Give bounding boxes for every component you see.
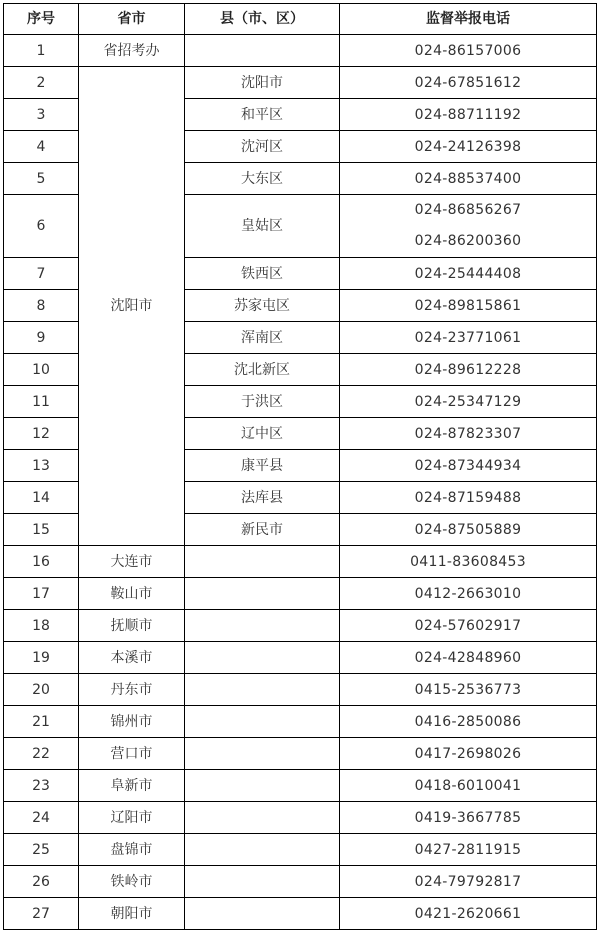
table-row bbox=[4, 706, 597, 738]
phone-cell: 024-57602917 bbox=[340, 610, 597, 642]
serial-cell: 18 bbox=[4, 610, 79, 642]
serial-cell: 11 bbox=[4, 386, 79, 418]
hotline-table bbox=[3, 3, 597, 930]
serial-cell: 17 bbox=[4, 578, 79, 610]
county-cell: 苏家屯区 bbox=[185, 290, 340, 322]
county-cell bbox=[185, 802, 340, 834]
county-cell: 铁西区 bbox=[185, 258, 340, 290]
county-cell: 沈河区 bbox=[185, 131, 340, 163]
county-cell bbox=[185, 898, 340, 930]
phone-cell: 024-24126398 bbox=[340, 131, 597, 163]
table-row bbox=[4, 770, 597, 802]
county-cell bbox=[185, 770, 340, 802]
phone-cell: 0419-3667785 bbox=[340, 802, 597, 834]
phone-cell: 024-88537400 bbox=[340, 163, 597, 195]
table-row bbox=[4, 834, 597, 866]
serial-cell: 8 bbox=[4, 290, 79, 322]
serial-cell: 26 bbox=[4, 866, 79, 898]
phone-cell: 024-86157006 bbox=[340, 35, 597, 67]
phone-cell: 0412-2663010 bbox=[340, 578, 597, 610]
city-cell: 抚顺市 bbox=[79, 610, 185, 642]
phone-cell: 024-25347129 bbox=[340, 386, 597, 418]
phone-cell: 024-25444408 bbox=[340, 258, 597, 290]
serial-cell: 6 bbox=[4, 195, 79, 258]
phone-cell: 024-89815861 bbox=[340, 290, 597, 322]
phone-cell: 024-67851612 bbox=[340, 67, 597, 99]
serial-cell: 5 bbox=[4, 163, 79, 195]
phone-cell: 024-87505889 bbox=[340, 514, 597, 546]
city-cell-shenyang: 沈阳市 bbox=[79, 67, 185, 546]
phone-cell: 024-87823307 bbox=[340, 418, 597, 450]
serial-cell: 22 bbox=[4, 738, 79, 770]
phone-cell: 024-88711192 bbox=[340, 99, 597, 131]
county-cell bbox=[185, 834, 340, 866]
city-cell: 大连市 bbox=[79, 546, 185, 578]
serial-cell: 21 bbox=[4, 706, 79, 738]
serial-cell: 25 bbox=[4, 834, 79, 866]
city-cell: 朝阳市 bbox=[79, 898, 185, 930]
serial-cell: 13 bbox=[4, 450, 79, 482]
county-cell bbox=[185, 642, 340, 674]
phone-line-1: 024-86856267 bbox=[414, 202, 522, 218]
phone-cell: 0416-2850086 bbox=[340, 706, 597, 738]
phone-cell: 024-23771061 bbox=[340, 322, 597, 354]
city-cell: 丹东市 bbox=[79, 674, 185, 706]
serial-cell: 3 bbox=[4, 99, 79, 131]
county-cell bbox=[185, 674, 340, 706]
county-cell bbox=[185, 706, 340, 738]
table-row bbox=[4, 866, 597, 898]
county-cell bbox=[185, 610, 340, 642]
serial-cell: 10 bbox=[4, 354, 79, 386]
table-row bbox=[4, 674, 597, 706]
table-row bbox=[4, 802, 597, 834]
serial-cell: 9 bbox=[4, 322, 79, 354]
county-cell: 于洪区 bbox=[185, 386, 340, 418]
table-row bbox=[4, 738, 597, 770]
city-cell: 铁岭市 bbox=[79, 866, 185, 898]
city-cell: 辽阳市 bbox=[79, 802, 185, 834]
header-county: 县（市、区） bbox=[185, 4, 340, 35]
city-cell: 阜新市 bbox=[79, 770, 185, 802]
phone-cell: 0411-83608453 bbox=[340, 546, 597, 578]
county-cell: 新民市 bbox=[185, 514, 340, 546]
table-row bbox=[4, 642, 597, 674]
serial-cell: 4 bbox=[4, 131, 79, 163]
phone-cell: 0427-2811915 bbox=[340, 834, 597, 866]
phone-cell: 024-87344934 bbox=[340, 450, 597, 482]
city-cell: 盘锦市 bbox=[79, 834, 185, 866]
county-cell bbox=[185, 866, 340, 898]
table-row bbox=[4, 67, 597, 99]
table-row bbox=[4, 35, 597, 67]
serial-cell: 27 bbox=[4, 898, 79, 930]
county-cell: 和平区 bbox=[185, 99, 340, 131]
county-cell: 沈北新区 bbox=[185, 354, 340, 386]
serial-cell: 20 bbox=[4, 674, 79, 706]
phone-cell: 0417-2698026 bbox=[340, 738, 597, 770]
county-cell bbox=[185, 578, 340, 610]
phone-cell: 0415-2536773 bbox=[340, 674, 597, 706]
county-cell: 浑南区 bbox=[185, 322, 340, 354]
phone-cell: 024-87159488 bbox=[340, 482, 597, 514]
serial-cell: 16 bbox=[4, 546, 79, 578]
county-cell: 大东区 bbox=[185, 163, 340, 195]
county-cell bbox=[185, 35, 340, 67]
serial-cell: 7 bbox=[4, 258, 79, 290]
serial-cell: 14 bbox=[4, 482, 79, 514]
phone-cell: 024-42848960 bbox=[340, 642, 597, 674]
city-cell: 营口市 bbox=[79, 738, 185, 770]
table-row bbox=[4, 898, 597, 930]
city-cell: 鞍山市 bbox=[79, 578, 185, 610]
city-cell: 省招考办 bbox=[79, 35, 185, 67]
phone-line-2: 024-86200360 bbox=[414, 233, 522, 249]
serial-cell: 24 bbox=[4, 802, 79, 834]
county-cell bbox=[185, 738, 340, 770]
county-cell: 沈阳市 bbox=[185, 67, 340, 99]
county-cell bbox=[185, 546, 340, 578]
table-row bbox=[4, 578, 597, 610]
header-city: 省市 bbox=[79, 4, 185, 35]
header-phone: 监督举报电话 bbox=[340, 4, 597, 35]
serial-cell: 23 bbox=[4, 770, 79, 802]
header-serial: 序号 bbox=[4, 4, 79, 35]
county-cell: 皇姑区 bbox=[185, 195, 340, 258]
phone-cell: 0418-6010041 bbox=[340, 770, 597, 802]
county-cell: 辽中区 bbox=[185, 418, 340, 450]
table-header-row bbox=[4, 4, 597, 35]
city-cell: 锦州市 bbox=[79, 706, 185, 738]
serial-cell: 2 bbox=[4, 67, 79, 99]
serial-cell: 19 bbox=[4, 642, 79, 674]
table-row bbox=[4, 546, 597, 578]
phone-cell: 024-79792817 bbox=[340, 866, 597, 898]
county-cell: 康平县 bbox=[185, 450, 340, 482]
serial-cell: 15 bbox=[4, 514, 79, 546]
serial-cell: 12 bbox=[4, 418, 79, 450]
table-row bbox=[4, 610, 597, 642]
county-cell: 法库县 bbox=[185, 482, 340, 514]
phone-cell bbox=[340, 195, 597, 258]
serial-cell: 1 bbox=[4, 35, 79, 67]
city-cell: 本溪市 bbox=[79, 642, 185, 674]
phone-cell: 024-89612228 bbox=[340, 354, 597, 386]
phone-cell: 0421-2620661 bbox=[340, 898, 597, 930]
